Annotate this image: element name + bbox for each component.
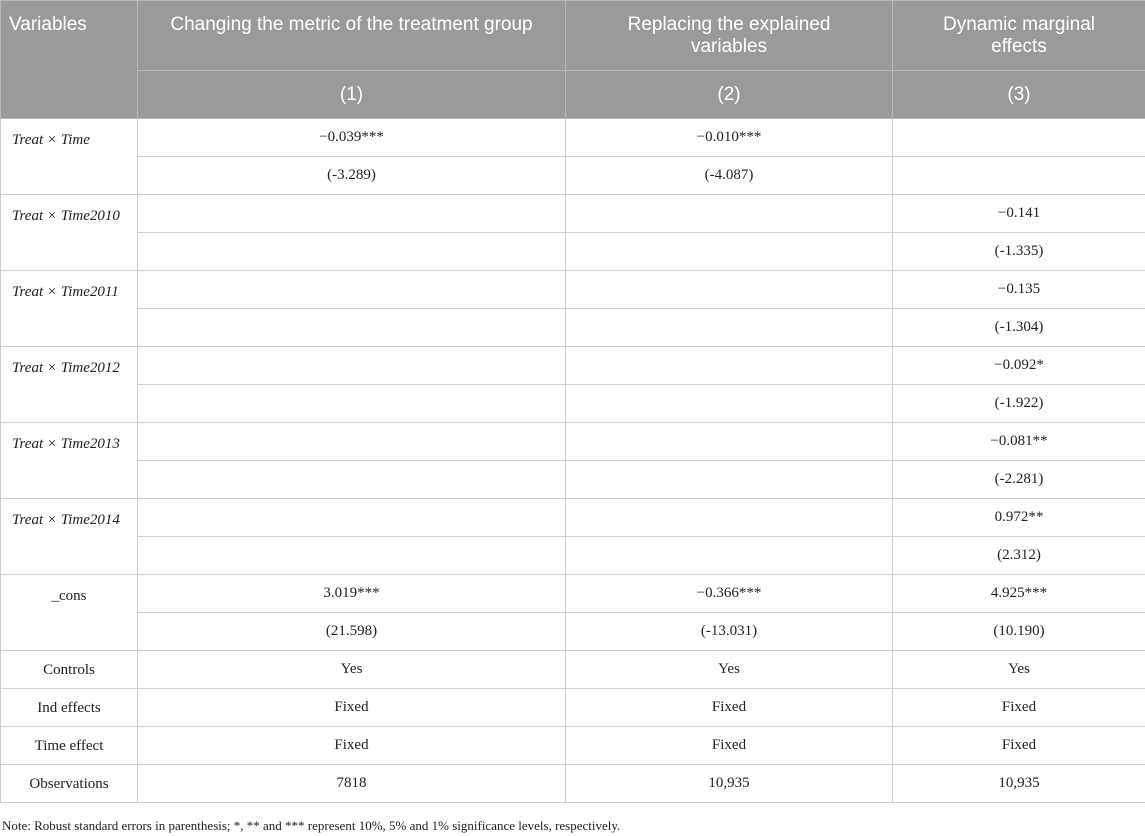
stat-label: Time effect	[1, 727, 138, 765]
tstat-cell: (-1.922)	[893, 385, 1145, 423]
tstat-row	[1, 157, 1145, 195]
coef-cell	[893, 119, 1145, 157]
coef-cell: −0.135	[893, 271, 1145, 309]
column-number-3: (3)	[893, 71, 1145, 119]
tstat-cell	[893, 157, 1145, 195]
tstat-row	[1, 613, 1145, 651]
header-number-row	[1, 71, 1145, 119]
column-title-3: Dynamic marginal effects	[942, 14, 1096, 57]
coef-row	[1, 575, 1145, 613]
tstat-cell	[138, 537, 566, 575]
stat-cell: 10,935	[893, 765, 1145, 803]
coef-cell: −0.141	[893, 195, 1145, 233]
column-number-1: (1)	[138, 71, 566, 119]
stat-cell: Fixed	[566, 727, 893, 765]
tstat-row	[1, 461, 1145, 499]
stat-cell: Yes	[138, 651, 566, 689]
coef-cell	[566, 499, 893, 537]
tstat-row	[1, 537, 1145, 575]
column-header-1	[138, 1, 566, 71]
coef-cell: −0.039***	[138, 119, 566, 157]
tstat-cell	[138, 309, 566, 347]
stat-cell: 7818	[138, 765, 566, 803]
tstat-cell: (2.312)	[893, 537, 1145, 575]
stat-row	[1, 765, 1145, 803]
stat-row	[1, 727, 1145, 765]
variable-label: Treat × Time2010	[1, 195, 138, 271]
coef-cell	[566, 423, 893, 461]
variable-label: Treat × Time	[1, 119, 138, 195]
stat-cell: Fixed	[138, 689, 566, 727]
header-row	[1, 1, 1145, 71]
coef-cell	[138, 347, 566, 385]
tstat-cell	[566, 385, 893, 423]
column-number-2: (2)	[566, 71, 893, 119]
stat-row	[1, 689, 1145, 727]
tstat-cell	[566, 233, 893, 271]
stat-cell: 10,935	[566, 765, 893, 803]
column-title-1: Changing the metric of the treatment group	[170, 14, 533, 35]
coef-row	[1, 195, 1145, 233]
stat-cell: Fixed	[893, 727, 1145, 765]
coef-cell: 0.972**	[893, 499, 1145, 537]
tstat-cell: (-4.087)	[566, 157, 893, 195]
coef-row	[1, 271, 1145, 309]
tstat-cell: (-2.281)	[893, 461, 1145, 499]
coef-cell: −0.366***	[566, 575, 893, 613]
coef-row	[1, 499, 1145, 537]
stat-cell: Fixed	[138, 727, 566, 765]
coef-cell: −0.010***	[566, 119, 893, 157]
tstat-cell	[566, 309, 893, 347]
tstat-cell: (-13.031)	[566, 613, 893, 651]
tstat-row	[1, 385, 1145, 423]
coef-cell: −0.092*	[893, 347, 1145, 385]
stat-label: Ind effects	[1, 689, 138, 727]
tstat-cell	[138, 233, 566, 271]
variable-label: _cons	[1, 575, 138, 651]
coef-row	[1, 423, 1145, 461]
variables-header: Variables	[1, 1, 138, 119]
column-header-3	[893, 1, 1145, 71]
tstat-cell	[566, 461, 893, 499]
coef-row	[1, 119, 1145, 157]
tstat-cell	[566, 537, 893, 575]
coef-cell: −0.081**	[893, 423, 1145, 461]
stat-cell: Fixed	[566, 689, 893, 727]
coef-cell	[138, 423, 566, 461]
column-title-2: Replacing the explained variables	[627, 14, 831, 57]
table-note: Note: Robust standard errors in parenthesis; *, ** and *** represent 10%, 5% and 1% significance levels, respectively.	[2, 818, 621, 833]
variable-label: Treat × Time2011	[1, 271, 138, 347]
tstat-cell: (10.190)	[893, 613, 1145, 651]
coef-cell	[138, 499, 566, 537]
coef-row	[1, 347, 1145, 385]
variable-label: Treat × Time2014	[1, 499, 138, 575]
coef-cell	[566, 195, 893, 233]
coef-cell	[566, 271, 893, 309]
variable-label: Treat × Time2013	[1, 423, 138, 499]
coef-cell	[566, 347, 893, 385]
tstat-cell: (-1.304)	[893, 309, 1145, 347]
stat-label: Controls	[1, 651, 138, 689]
stat-label: Observations	[1, 765, 138, 803]
tstat-cell: (21.598)	[138, 613, 566, 651]
tstat-row	[1, 309, 1145, 347]
tstat-cell	[138, 461, 566, 499]
tstat-cell	[138, 385, 566, 423]
stat-cell: Yes	[566, 651, 893, 689]
tstat-row	[1, 233, 1145, 271]
stat-row	[1, 651, 1145, 689]
column-header-2	[566, 1, 893, 71]
variable-label: Treat × Time2012	[1, 347, 138, 423]
tstat-cell: (-1.335)	[893, 233, 1145, 271]
coef-cell	[138, 271, 566, 309]
tstat-cell: (-3.289)	[138, 157, 566, 195]
stat-cell: Fixed	[893, 689, 1145, 727]
coef-cell: 4.925***	[893, 575, 1145, 613]
coef-cell: 3.019***	[138, 575, 566, 613]
stat-cell: Yes	[893, 651, 1145, 689]
coef-cell	[138, 195, 566, 233]
